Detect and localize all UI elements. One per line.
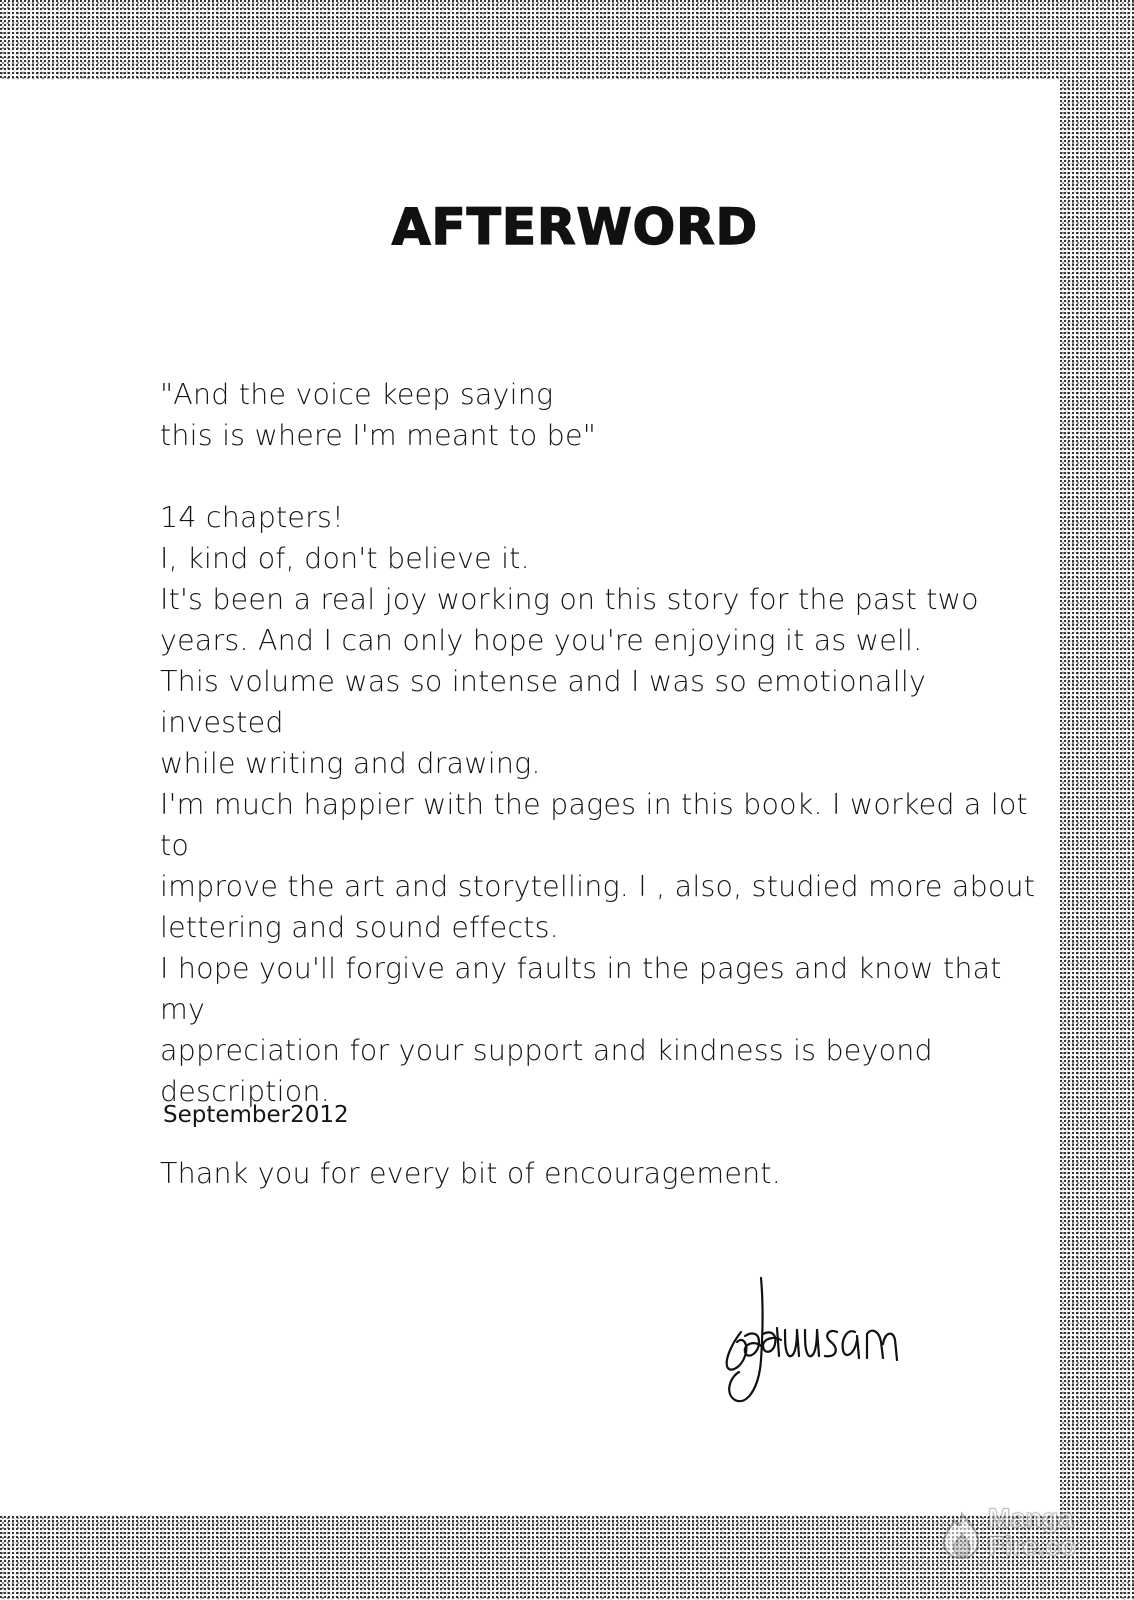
body-line: I, kind of, don't believe it. [160,542,530,575]
body-line: lettering and sound effects. [160,911,559,944]
body-line: This volume was so intense and I was so emotionally invested [160,665,927,739]
quote-line: this is where I'm meant to be" [160,419,597,452]
body-line: improve the art and storytelling. I , also, studied more about [160,870,1036,903]
closing-line: Thank you for every bit of encouragement. [160,1157,781,1190]
body-line: I hope you'll forgive any faults in the pages and know that my [160,952,1002,1026]
body-line: appreciation for your support and kindness is beyond [160,1034,933,1067]
body-line: It's been a real joy working on this story for the past two [160,583,979,616]
page-title: AFTERWORD [391,198,759,256]
body-line: 14 chapters! [160,501,344,534]
body-line: years. And I can only hope you're enjoying it as well. [160,624,923,657]
watermark-line: Fire.co [988,1531,1077,1561]
afterword-page [0,80,1060,1515]
watermark-line: Manga [988,1503,1074,1533]
body-line: while writing and drawing. [160,747,541,780]
signature-image [715,1270,915,1410]
quote-line: "And the voice keep saying [160,378,554,411]
date-text: September2012 [163,1102,349,1128]
body-line: description. [160,1075,330,1108]
body-line: I'm much happier with the pages in this book. I worked a lot to [160,788,1028,862]
afterword-body [160,374,1040,1194]
flame-logo-icon [938,1510,986,1560]
watermark [938,1500,1118,1570]
